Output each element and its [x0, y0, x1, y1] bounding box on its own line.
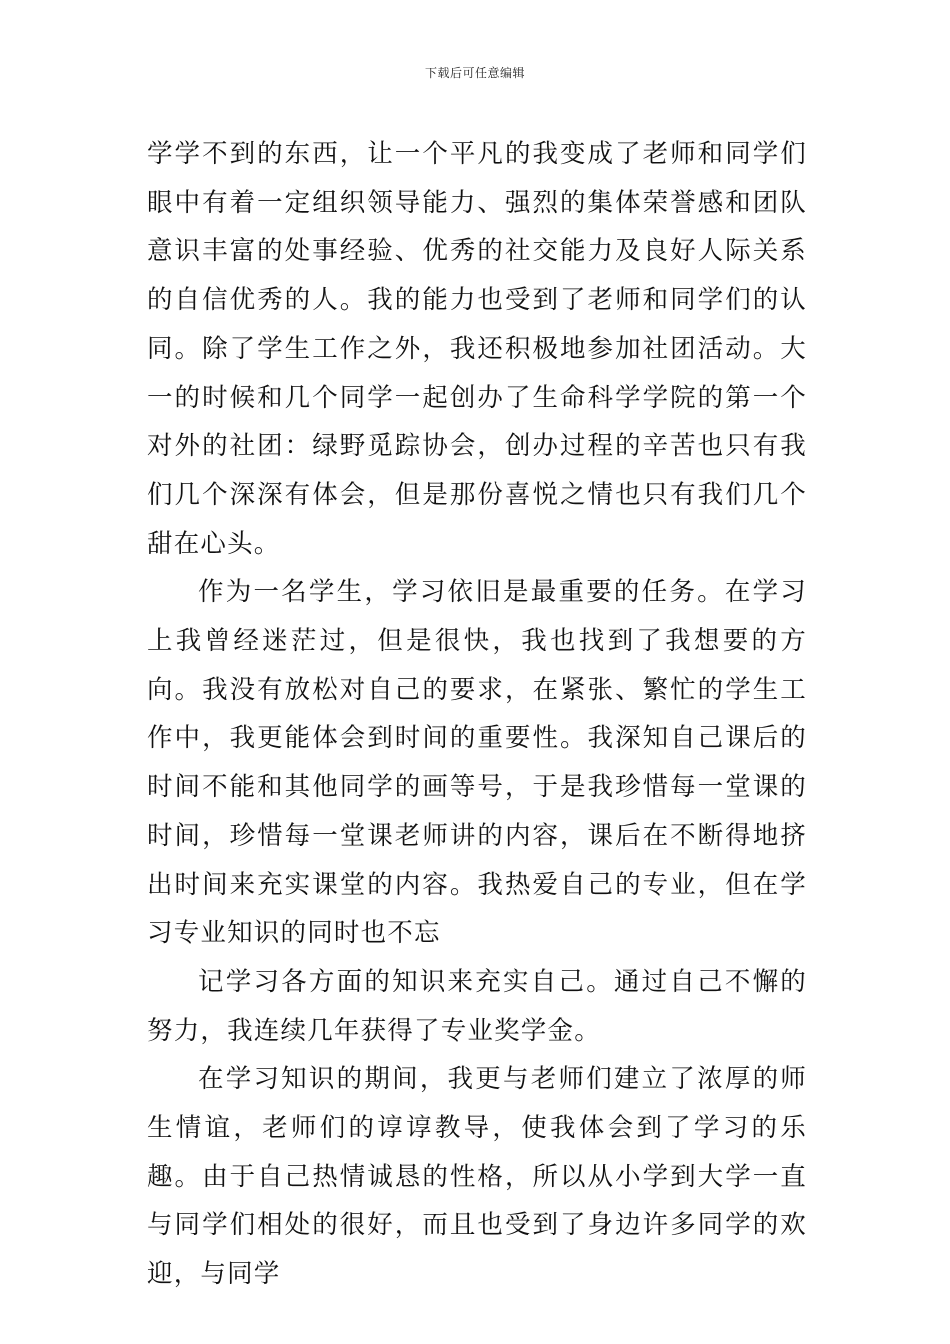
paragraph-1: 学学不到的东西，让一个平凡的我变成了老师和同学们眼中有着一定组织领导能力、强烈的集体荣誉感和团队意识丰富的处事经验、优秀的社交能力及良好人际关系的自信优秀的人。我的能力也受到了老师和同学们的认同。除了学生工作之外，我还积极地参加社团活动。大一的时候和几个同学一起创办了生命科学学院的第一个对外的社团：绿野觅踪协会，创办过程的辛苦也只有我们几个深深有体会，但是那份喜悦之情也只有我们几个甜在心头。: [147, 139, 807, 559]
document-body: [147, 130, 807, 1299]
paragraph-3: 记学习各方面的知识来充实自己。通过自己不懈的努力，我连续几年获得了专业奖学金。: [147, 966, 807, 1046]
page-header: 下载后可任意编辑: [424, 66, 525, 80]
paragraph-2: 作为一名学生，学习依旧是最重要的任务。在学习上我曾经迷茫过，但是很快，我也找到了我想要的方向。我没有放松对自己的要求，在紧张、繁忙的学生工作中，我更能体会到时间的重要性。我深知自己课后的时间不能和其他同学的画等号，于是我珍惜每一堂课的时间，珍惜每一堂课老师讲的内容，课后在不断得地挤出时间来充实课堂的内容。我热爱自己的专业，但在学习专业知识的同时也不忘: [147, 577, 807, 949]
paragraph-4: 在学习知识的期间，我更与老师们建立了浓厚的师生情谊，老师们的谆谆教导，使我体会到了学习的乐趣。由于自己热情诚恳的性格，所以从小学到大学一直与同学们相处的很好，而且也受到了身边许多同学的欢迎，与同学: [147, 1064, 807, 1290]
